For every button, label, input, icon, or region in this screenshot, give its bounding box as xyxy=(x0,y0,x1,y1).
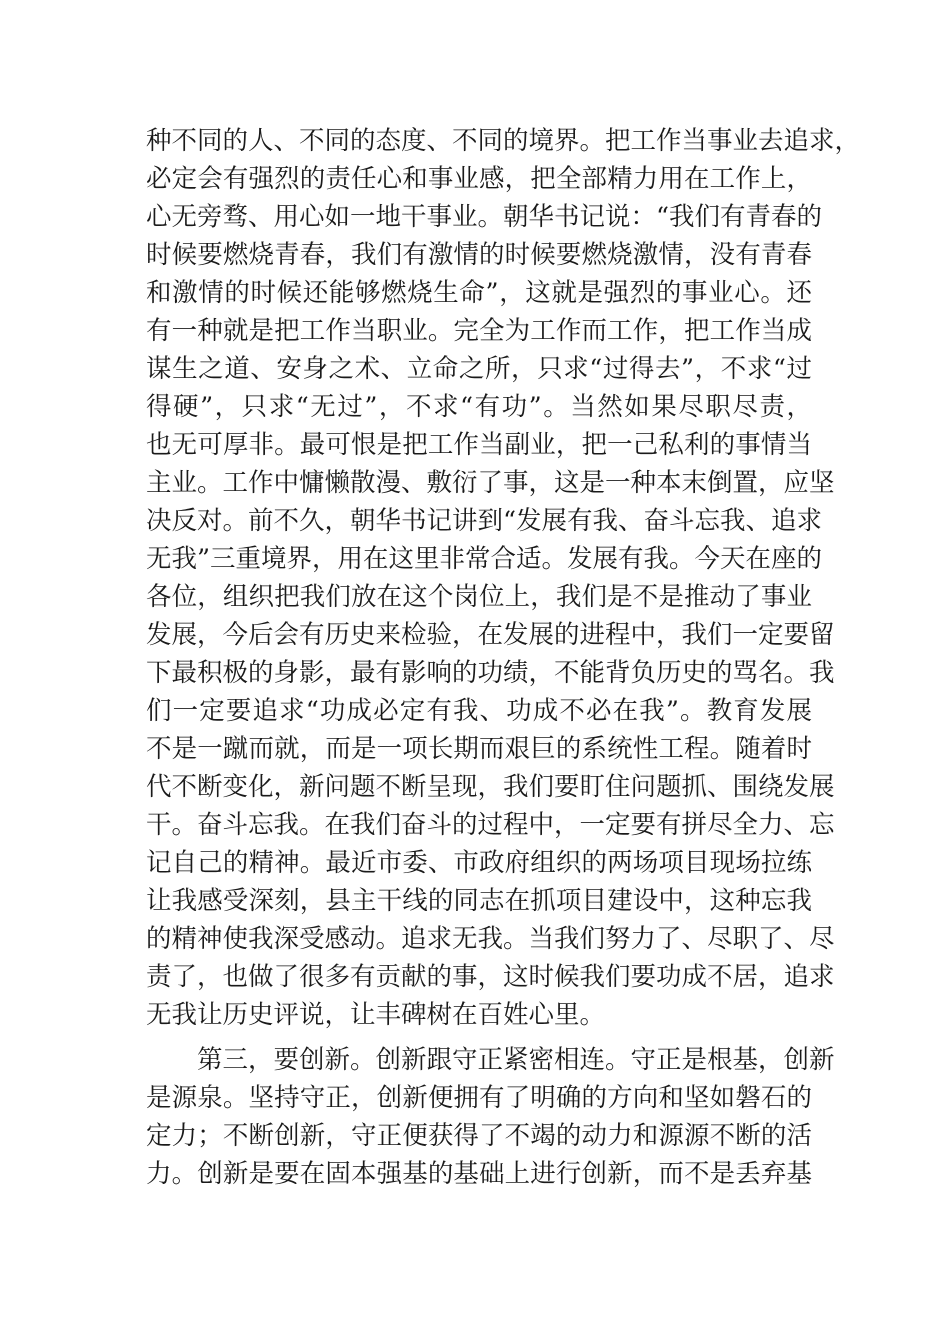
text-line: 下最积极的身影，最有影响的功绩，不能背负历史的骂名。我 xyxy=(146,658,835,688)
text-line: 代不断变化，新问题不断呈现，我们要盯住问题抓、围绕发展 xyxy=(146,772,835,802)
text-line: 记自己的精神。最近市委、市政府组织的两场项目现场拉练 xyxy=(146,848,812,878)
text-line: 得硬”，只求“无过”，不求“有功”。当然如果尽职尽责， xyxy=(146,392,812,422)
paragraph-first-line: 第三，要创新。创新跟守正紧密相连。守正是根基，创新 xyxy=(197,1045,835,1075)
text-line: 种不同的人、不同的态度、不同的境界。把工作当事业去追求， xyxy=(146,126,861,156)
text-line: 责了，也做了很多有贡献的事，这时候我们要功成不居，追求 xyxy=(146,962,835,992)
text-line: 必定会有强烈的责任心和事业感，把全部精力用在工作上， xyxy=(146,164,812,194)
text-line: 发展，今后会有历史来检验，在发展的进程中，我们一定要留 xyxy=(146,620,835,650)
text-line: 无我让历史评说，让丰碑树在百姓心里。 xyxy=(146,1000,606,1030)
text-line: 无我”三重境界，用在这里非常合适。发展有我。今天在座的 xyxy=(146,544,823,574)
text-line: 不是一蹴而就，而是一项长期而艰巨的系统性工程。随着时 xyxy=(146,734,812,764)
text-line: 有一种就是把工作当职业。完全为工作而工作，把工作当成 xyxy=(146,316,812,346)
text-line: 主业。工作中慵懒散漫、敷衍了事，这是一种本末倒置，应坚 xyxy=(146,468,835,498)
text-line: 的精神使我深受感动。追求无我。当我们努力了、尽职了、尽 xyxy=(146,924,835,954)
text-line: 也无可厚非。最可恨是把工作当副业，把一己私利的事情当 xyxy=(146,430,812,460)
text-line: 决反对。前不久，朝华书记讲到“发展有我、奋斗忘我、追求 xyxy=(146,506,823,536)
text-line: 让我感受深刻，县主干线的同志在抓项目建设中，这种忘我 xyxy=(146,886,812,916)
text-line: 谋生之道、安身之术、立命之所，只求“过得去”，不求“过 xyxy=(146,354,812,384)
text-line: 们一定要追求“功成必定有我、功成不必在我”。教育发展 xyxy=(146,696,812,726)
text-line: 是源泉。坚持守正，创新便拥有了明确的方向和坚如磐石的 xyxy=(146,1083,812,1113)
text-line: 时候要燃烧青春，我们有激情的时候要燃烧激情，没有青春 xyxy=(146,240,812,270)
text-line: 干。奋斗忘我。在我们奋斗的过程中，一定要有拼尽全力、忘 xyxy=(146,810,835,840)
text-line: 定力；不断创新，守正便获得了不竭的动力和源源不断的活 xyxy=(146,1121,812,1151)
text-line: 心无旁骛、用心如一地干事业。朝华书记说：“我们有青春的 xyxy=(146,202,823,232)
text-line: 和激情的时候还能够燃烧生命”，这就是强烈的事业心。还 xyxy=(146,278,812,308)
text-line: 力。创新是要在固本强基的基础上进行创新，而不是丢弃基 xyxy=(146,1159,812,1189)
text-line: 各位，组织把我们放在这个岗位上，我们是不是推动了事业 xyxy=(146,582,812,612)
